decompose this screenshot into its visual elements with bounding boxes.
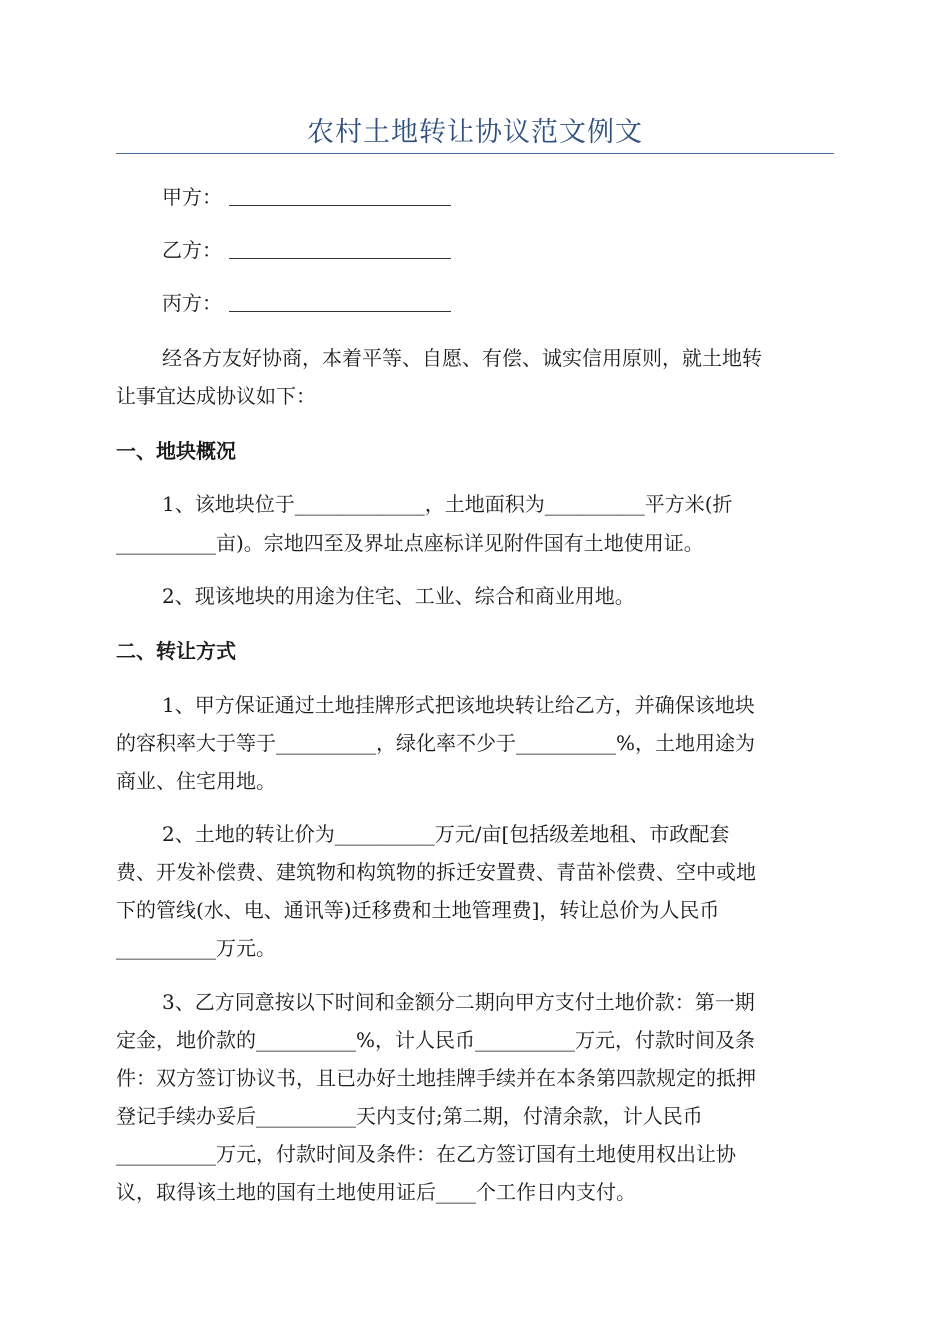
paragraph-line: 下的管线(水、电、通讯等)迁移费和土地管理费]，转让总价为人民币 xyxy=(116,898,720,922)
party-a-blank xyxy=(229,185,451,206)
paragraph-line: 定金，地价款的__________%，计人民币__________万元，付款时间及条 xyxy=(116,1028,756,1052)
title-underline xyxy=(116,153,834,154)
paragraph-line: __________亩)。宗地四至及界址点座标详见附件国有土地使用证。 xyxy=(116,531,704,555)
paragraph-line: 3、乙方同意按以下时间和金额分二期向甲方支付土地价款：第一期 xyxy=(162,990,755,1014)
paragraph-line: 商业、住宅用地。 xyxy=(116,769,276,793)
section-heading: 二、转让方式 xyxy=(116,639,236,663)
paragraph-line: 2、现该地块的用途为住宅、工业、综合和商业用地。 xyxy=(162,584,635,608)
paragraph-line: 的容积率大于等于__________，绿化率不少于__________%，土地用途为 xyxy=(116,731,756,755)
party-b-blank xyxy=(229,238,451,259)
intro-line: 经各方友好协商，本着平等、自愿、有偿、诚实信用原则，就土地转 xyxy=(162,346,762,370)
paragraph-line: __________万元，付款时间及条件：在乙方签订国有土地使用权出让协 xyxy=(116,1142,736,1166)
intro-line: 让事宜达成协议如下： xyxy=(116,384,316,408)
paragraph-line: 2、土地的转让价为__________万元/亩[包括级差地租、市政配套 xyxy=(162,822,730,846)
paragraph-line: 登记手续办妥后__________天内支付;第二期，付清余款，计人民币 xyxy=(116,1104,703,1128)
document-title: 农村土地转让协议范文例文 xyxy=(307,117,643,148)
paragraph-line: __________万元。 xyxy=(116,936,276,960)
paragraph-line: 费、开发补偿费、建筑物和构筑物的拆迁安置费、青苗补偿费、空中或地 xyxy=(116,860,756,884)
party-c-label: 丙方： xyxy=(162,291,222,315)
paragraph-line: 件：双方签订协议书，且已办好土地挂牌手续并在本条第四款规定的抵押 xyxy=(116,1066,756,1090)
party-a-label: 甲方： xyxy=(162,185,222,209)
section-heading: 一、地块概况 xyxy=(116,439,236,463)
paragraph-line: 1、甲方保证通过土地挂牌形式把该地块转让给乙方，并确保该地块 xyxy=(162,693,755,717)
party-b-label: 乙方： xyxy=(162,238,222,262)
paragraph-line: 1、该地块位于_____________，土地面积为__________平方米(折 xyxy=(162,492,733,516)
paragraph-line: 议，取得该土地的国有土地使用证后____个工作日内支付。 xyxy=(116,1180,636,1204)
party-c-blank xyxy=(229,291,451,312)
